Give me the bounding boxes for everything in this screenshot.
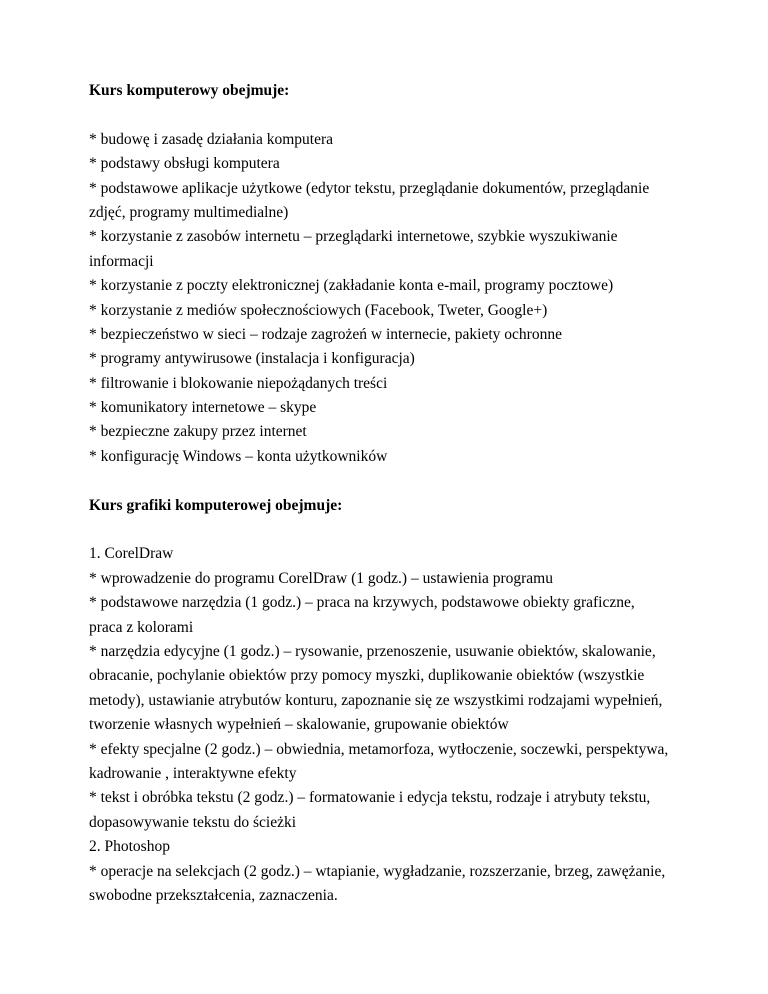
section-heading-computer-course: Kurs komputerowy obejmuje: <box>89 82 290 99</box>
document-page <box>89 79 689 908</box>
text-line: 2. Photoshop <box>89 838 170 856</box>
text-line: tworzenie własnych wypełnień – skalowanie, grupowanie obiektów <box>89 716 509 734</box>
blank-line <box>89 469 689 493</box>
text-line: dopasowywanie tekstu do ścieżki <box>89 813 297 831</box>
text-line: * korzystanie z poczty elektronicznej (zakładanie konta e-mail, programy pocztowe) <box>89 277 614 295</box>
text-line: informacji <box>89 252 154 270</box>
text-line: zdjęć, programy multimedialne) <box>89 203 289 221</box>
text-line: * konfigurację Windows – konta użytkowników <box>89 447 388 465</box>
text-line: * podstawowe narzędzia (1 godz.) – praca na krzywych, podstawowe obiekty graficzne, <box>89 594 635 612</box>
text-line: * podstawy obsługi komputera <box>89 155 280 173</box>
text-line: * bezpieczne zakupy przez internet <box>89 423 307 441</box>
text-line: obracanie, pochylanie obiektów przy pomocy myszki, duplikowanie obiektów (wszystkie <box>89 667 645 685</box>
text-line: * korzystanie z zasobów internetu – przeglądarki internetowe, szybkie wyszukiwanie <box>89 228 618 246</box>
text-line: praca z kolorami <box>89 618 194 636</box>
text-line: * efekty specjalne (2 godz.) – obwiednia, metamorfoza, wytłoczenie, soczewki, perspektywa, <box>89 740 669 758</box>
text-line: swobodne przekształcenia, zaznaczenia. <box>89 886 338 904</box>
text-line: 1. CorelDraw <box>89 545 174 563</box>
text-line: * korzystanie z mediów społecznościowych (Facebook, Tweter, Google+) <box>89 301 548 319</box>
text-line: * filtrowanie i blokowanie niepożądanych treści <box>89 374 388 392</box>
text-line: * tekst i obróbka tekstu (2 godz.) – formatowanie i edycja tekstu, rodzaje i atrybuty tekstu, <box>89 789 651 807</box>
text-line: metody), ustawianie atrybutów konturu, zapoznanie się ze wszystkimi rodzajami wypełnień, <box>89 691 663 709</box>
text-line: * budowę i zasadę działania komputera <box>89 130 334 148</box>
section-heading-graphics-course: Kurs grafiki komputerowej obejmuje: <box>89 496 343 514</box>
text-line: kadrowanie , interaktywne efekty <box>89 764 297 782</box>
text-line: * narzędzia edycyjne (1 godz.) – rysowanie, przenoszenie, usuwanie obiektów, skalowanie, <box>89 642 656 660</box>
text-line: * komunikatory internetowe – skype <box>89 399 317 417</box>
blank-line <box>89 518 689 542</box>
text-line: * programy antywirusowe (instalacja i konfiguracja) <box>89 350 415 368</box>
blank-line <box>89 103 689 127</box>
text-line: * operacje na selekcjach (2 godz.) – wtapianie, wygładzanie, rozszerzanie, brzeg, zawężanie, <box>89 862 666 880</box>
text-line: * bezpieczeństwo w sieci – rodzaje zagrożeń w internecie, pakiety ochronne <box>89 325 562 343</box>
text-line: * podstawowe aplikacje użytkowe (edytor tekstu, przeglądanie dokumentów, przeglądanie <box>89 179 650 197</box>
text-line: * wprowadzenie do programu CorelDraw (1 godz.) – ustawienia programu <box>89 569 553 587</box>
